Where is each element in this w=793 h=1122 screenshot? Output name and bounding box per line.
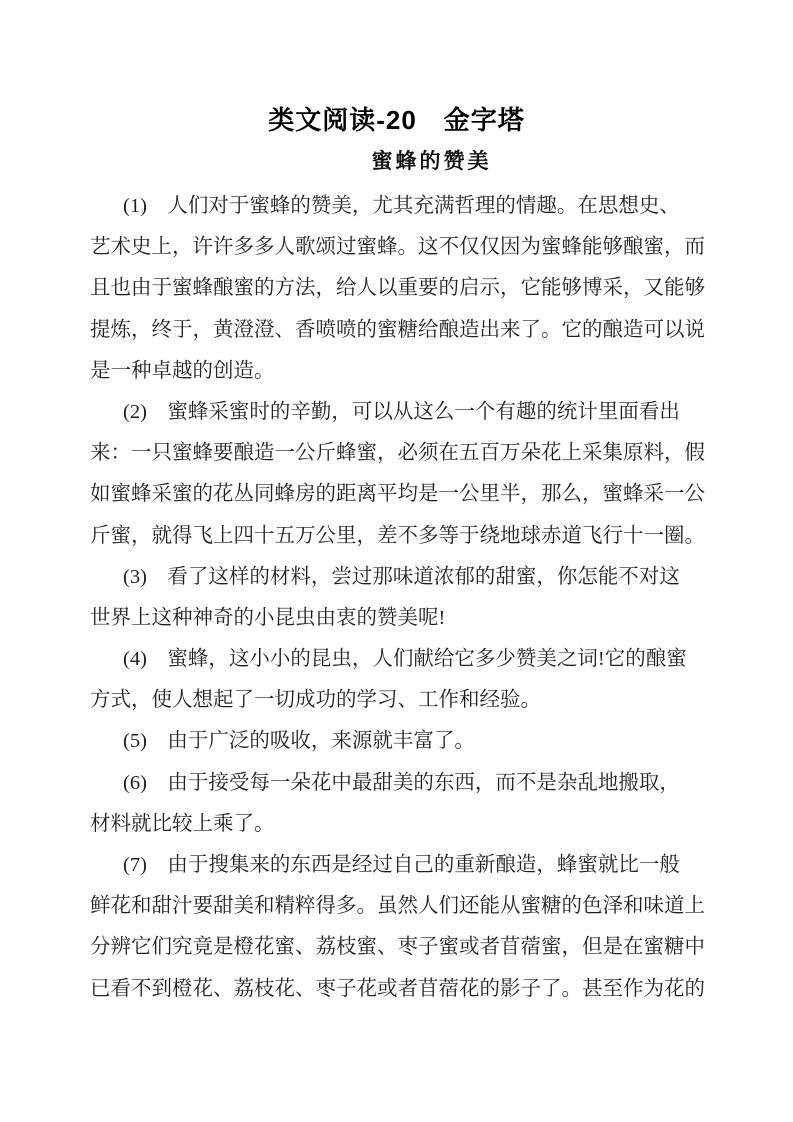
text-line: 斤蜜，就得飞上四十五万公里，差不多等于绕地球赤道飞行十一圈。 [90, 524, 705, 547]
paragraph-first-line: (4) 蜜蜂，这小小的昆虫，人们献给它多少赞美之词!它的酿蜜 [123, 648, 687, 671]
text-line: 方式，使人想起了一切成功的学习、工作和经验。 [90, 689, 541, 712]
paragraph [90, 392, 703, 557]
paragraph [90, 721, 703, 762]
text-line: 来：一只蜜蜂要酿造一公斤蜂蜜，必须在五百万朵花上采集原料，假 [90, 442, 705, 465]
paragraph-first-line: (2) 蜜蜂采蜜时的辛勤，可以从这么一个有趣的统计里面看出 [123, 400, 680, 423]
text-line: 已看不到橙花、荔枝花、枣子花或者苜蓿花的影子了。甚至作为花的 [90, 977, 705, 1000]
text-line: 如蜜蜂采蜜的花丛同蜂房的距离平均是一公里半，那么，蜜蜂采一公 [90, 483, 705, 506]
text-line: 材料就比较上乘了。 [90, 812, 275, 835]
paragraph [90, 639, 703, 721]
text-line: 世界上这种神奇的小昆虫由衷的赞美呢! [90, 606, 446, 629]
paragraph [90, 845, 703, 1010]
paragraph-first-line: (1) 人们对于蜜蜂的赞美，尤其充满哲理的情趣。在思想史、 [123, 195, 680, 217]
paragraph [90, 186, 703, 392]
text-line: 艺术史上，许许多多人歌颂过蜜蜂。这不仅仅因为蜜蜂能够酿蜜，而 [90, 236, 705, 259]
document-body [90, 186, 703, 1010]
paragraph-first-line: (7) 由于搜集来的东西是经过自己的重新酿造，蜂蜜就比一般 [123, 854, 680, 876]
text-line: 且也由于蜜蜂酿蜜的方法，给人以重要的启示，它能够博采，又能够 [90, 277, 705, 300]
paragraph [90, 763, 703, 845]
text-line: 是一种卓越的创造。 [90, 359, 275, 382]
text-line: 提炼，终于，黄澄澄、香喷喷的蜜糖给酿造出来了。它的酿造可以说 [90, 318, 705, 341]
text-line: 分辨它们究竟是橙花蜜、荔枝蜜、枣子蜜或者苜蓿蜜，但是在蜜糖中 [90, 936, 705, 959]
paragraph-first-line: (6) 由于接受每一朵花中最甜美的东西，而不是杂乱地搬取， [123, 771, 680, 794]
paragraph-first-line: (3) 看了这样的材料，尝过那味道浓郁的甜蜜，你怎能不对这 [123, 565, 680, 588]
article-title: 蜜蜂的赞美 [371, 150, 492, 173]
page-title: 类文阅读-20 金字塔 [268, 105, 525, 135]
paragraph [90, 557, 703, 639]
text-line: 鲜花和甜汁要甜美和精粹得多。虽然人们还能从蜜糖的色泽和味道上 [90, 895, 705, 918]
paragraph-first-line: (5) 由于广泛的吸收，来源就丰富了。 [123, 730, 475, 753]
